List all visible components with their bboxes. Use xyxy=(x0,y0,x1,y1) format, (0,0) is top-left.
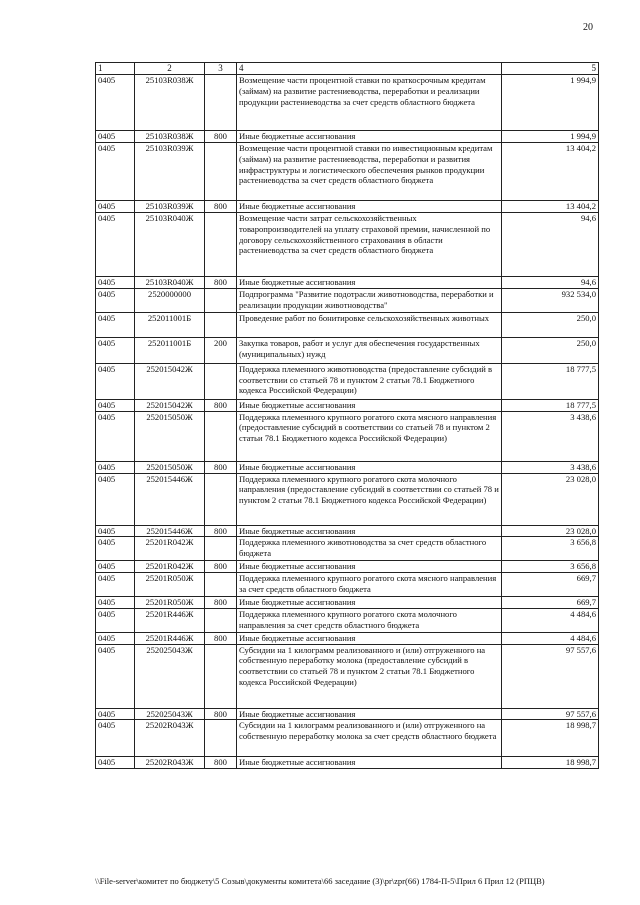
expense-type-cell xyxy=(205,473,237,525)
expense-type-cell xyxy=(205,143,237,201)
expense-type-cell: 800 xyxy=(205,277,237,289)
amount-cell: 97 557,6 xyxy=(502,708,599,720)
page-number: 20 xyxy=(583,22,593,33)
description-cell: Иные бюджетные ассигнования xyxy=(237,757,502,769)
amount-cell: 932 534,0 xyxy=(502,288,599,312)
description-cell: Возмещение части затрат сельскохозяйственных товаропроизводителей на уплату страховой премии, начисленной по договору сельскохозяйственного страхования в области растениеводства за счет средств областного бюджета xyxy=(237,213,502,277)
amount-cell: 669,7 xyxy=(502,573,599,597)
target-article-cell: 25201R446Ж xyxy=(135,632,205,644)
expense-type-cell: 200 xyxy=(205,337,237,363)
expense-type-cell: 800 xyxy=(205,757,237,769)
table-row xyxy=(96,720,599,757)
budget-table-container xyxy=(95,62,597,769)
amount-cell: 23 028,0 xyxy=(502,525,599,537)
target-article-cell: 252015446Ж xyxy=(135,525,205,537)
section-code-cell: 0405 xyxy=(96,720,135,757)
table-row xyxy=(96,525,599,537)
target-article-cell: 25201R050Ж xyxy=(135,573,205,597)
table-row xyxy=(96,131,599,143)
expense-type-cell xyxy=(205,75,237,131)
amount-cell: 1 994,9 xyxy=(502,75,599,131)
expense-type-cell: 800 xyxy=(205,632,237,644)
amount-cell: 94,6 xyxy=(502,213,599,277)
amount-cell: 250,0 xyxy=(502,337,599,363)
expense-type-cell: 800 xyxy=(205,597,237,609)
expense-type-cell xyxy=(205,213,237,277)
amount-cell: 1 994,9 xyxy=(502,131,599,143)
section-code-cell: 0405 xyxy=(96,608,135,632)
description-cell: Иные бюджетные ассигнования xyxy=(237,461,502,473)
section-code-cell: 0405 xyxy=(96,201,135,213)
description-cell: Поддержка племенного крупного рогатого скота молочного направления (предоставление субсидий в соответствии со статьей 78 и пунктом 2 статьи 78.1 Бюджетного кодекса Российской Федерации) xyxy=(237,473,502,525)
section-code-cell: 0405 xyxy=(96,131,135,143)
section-code-cell: 0405 xyxy=(96,399,135,411)
header-col-2: 2 xyxy=(135,63,205,75)
target-article-cell: 252025043Ж xyxy=(135,708,205,720)
target-article-cell: 252015446Ж xyxy=(135,473,205,525)
amount-cell: 3 656,8 xyxy=(502,537,599,561)
description-cell: Субсидии на 1 килограмм реализованного и (или) отгруженного на собственную переработку молока за счет средств областного бюджета xyxy=(237,720,502,757)
table-row xyxy=(96,337,599,363)
table-row xyxy=(96,632,599,644)
table-header-row xyxy=(96,63,599,75)
budget-table xyxy=(95,62,599,769)
amount-cell: 4 484,6 xyxy=(502,608,599,632)
section-code-cell: 0405 xyxy=(96,573,135,597)
amount-cell: 97 557,6 xyxy=(502,644,599,708)
expense-type-cell xyxy=(205,537,237,561)
expense-type-cell xyxy=(205,573,237,597)
section-code-cell: 0405 xyxy=(96,461,135,473)
target-article-cell: 25201R446Ж xyxy=(135,608,205,632)
amount-cell: 4 484,6 xyxy=(502,632,599,644)
description-cell: Проведение работ по бонитировке сельскохозяйственных животных xyxy=(237,312,502,337)
amount-cell: 669,7 xyxy=(502,597,599,609)
target-article-cell: 25103R040Ж xyxy=(135,277,205,289)
target-article-cell: 25201R042Ж xyxy=(135,537,205,561)
description-cell: Иные бюджетные ассигнования xyxy=(237,201,502,213)
table-row xyxy=(96,757,599,769)
description-cell: Субсидии на 1 килограмм реализованного и (или) отгруженного на собственную переработку молока (предоставление субсидий в соответствии со статьей 78 и пунктом 2 статьи 78.1 Бюджетного кодекса Российской Федерации) xyxy=(237,644,502,708)
section-code-cell: 0405 xyxy=(96,411,135,461)
table-row xyxy=(96,288,599,312)
target-article-cell: 25103R039Ж xyxy=(135,143,205,201)
table-row xyxy=(96,201,599,213)
section-code-cell: 0405 xyxy=(96,757,135,769)
target-article-cell: 25103R038Ж xyxy=(135,131,205,143)
header-col-4: 4 xyxy=(237,63,502,75)
table-row xyxy=(96,399,599,411)
description-cell: Поддержка племенного крупного рогатого скота мясного направления за счет средств областного бюджета xyxy=(237,573,502,597)
description-cell: Возмещение части процентной ставки по инвестиционным кредитам (займам) на развитие растениеводства, переработки и развития инфраструктуры и логистического обеспечения рынков продукции растениеводства за счет средств областного бюджета xyxy=(237,143,502,201)
table-row xyxy=(96,473,599,525)
table-row xyxy=(96,537,599,561)
amount-cell: 3 438,6 xyxy=(502,461,599,473)
target-article-cell: 252015042Ж xyxy=(135,363,205,399)
section-code-cell: 0405 xyxy=(96,337,135,363)
amount-cell: 18 998,7 xyxy=(502,720,599,757)
amount-cell: 250,0 xyxy=(502,312,599,337)
target-article-cell: 252015050Ж xyxy=(135,461,205,473)
description-cell: Подпрограмма "Развитие подотрасли животноводства, переработки и реализации продукции животноводства" xyxy=(237,288,502,312)
table-row xyxy=(96,213,599,277)
amount-cell: 3 656,8 xyxy=(502,561,599,573)
target-article-cell: 25201R050Ж xyxy=(135,597,205,609)
section-code-cell: 0405 xyxy=(96,143,135,201)
table-row xyxy=(96,708,599,720)
expense-type-cell xyxy=(205,288,237,312)
description-cell: Иные бюджетные ассигнования xyxy=(237,632,502,644)
expense-type-cell xyxy=(205,411,237,461)
table-row xyxy=(96,312,599,337)
section-code-cell: 0405 xyxy=(96,537,135,561)
section-code-cell: 0405 xyxy=(96,473,135,525)
expense-type-cell xyxy=(205,363,237,399)
description-cell: Возмещение части процентной ставки по краткосрочным кредитам (займам) на развитие растениеводства, переработки и реализации продукции растениеводства за счет средств областного бюджета xyxy=(237,75,502,131)
section-code-cell: 0405 xyxy=(96,597,135,609)
section-code-cell: 0405 xyxy=(96,312,135,337)
header-col-3: 3 xyxy=(205,63,237,75)
table-row xyxy=(96,143,599,201)
table-row xyxy=(96,411,599,461)
expense-type-cell: 800 xyxy=(205,131,237,143)
expense-type-cell: 800 xyxy=(205,561,237,573)
description-cell: Закупка товаров, работ и услуг для обеспечения государственных (муниципальных) нужд xyxy=(237,337,502,363)
table-row xyxy=(96,573,599,597)
expense-type-cell xyxy=(205,720,237,757)
target-article-cell: 2520000000 xyxy=(135,288,205,312)
table-row xyxy=(96,461,599,473)
section-code-cell: 0405 xyxy=(96,277,135,289)
description-cell: Иные бюджетные ассигнования xyxy=(237,131,502,143)
amount-cell: 18 998,7 xyxy=(502,757,599,769)
table-row xyxy=(96,75,599,131)
description-cell: Поддержка племенного животноводства (предоставление субсидий в соответствии со статьей 78 и пунктом 2 статьи 78.1 Бюджетного кодекса Российской Федерации) xyxy=(237,363,502,399)
amount-cell: 18 777,5 xyxy=(502,399,599,411)
table-row xyxy=(96,608,599,632)
target-article-cell: 25103R040Ж xyxy=(135,213,205,277)
expense-type-cell xyxy=(205,608,237,632)
section-code-cell: 0405 xyxy=(96,525,135,537)
target-article-cell: 25201R042Ж xyxy=(135,561,205,573)
section-code-cell: 0405 xyxy=(96,363,135,399)
description-cell: Поддержка племенного крупного рогатого скота молочного направления за счет средств областного бюджета xyxy=(237,608,502,632)
amount-cell: 13 404,2 xyxy=(502,201,599,213)
description-cell: Поддержка племенного животноводства за счет средств областного бюджета xyxy=(237,537,502,561)
table-row xyxy=(96,277,599,289)
description-cell: Иные бюджетные ассигнования xyxy=(237,399,502,411)
section-code-cell: 0405 xyxy=(96,213,135,277)
description-cell: Иные бюджетные ассигнования xyxy=(237,525,502,537)
description-cell: Иные бюджетные ассигнования xyxy=(237,597,502,609)
target-article-cell: 252015042Ж xyxy=(135,399,205,411)
expense-type-cell: 800 xyxy=(205,399,237,411)
target-article-cell: 252015050Ж xyxy=(135,411,205,461)
table-row xyxy=(96,644,599,708)
amount-cell: 23 028,0 xyxy=(502,473,599,525)
expense-type-cell: 800 xyxy=(205,461,237,473)
table-row xyxy=(96,363,599,399)
target-article-cell: 252011001Б xyxy=(135,312,205,337)
amount-cell: 18 777,5 xyxy=(502,363,599,399)
section-code-cell: 0405 xyxy=(96,288,135,312)
target-article-cell: 25103R038Ж xyxy=(135,75,205,131)
target-article-cell: 252011001Б xyxy=(135,337,205,363)
expense-type-cell xyxy=(205,312,237,337)
table-row xyxy=(96,597,599,609)
section-code-cell: 0405 xyxy=(96,561,135,573)
section-code-cell: 0405 xyxy=(96,632,135,644)
section-code-cell: 0405 xyxy=(96,708,135,720)
header-col-1: 1 xyxy=(96,63,135,75)
table-row xyxy=(96,561,599,573)
description-cell: Иные бюджетные ассигнования xyxy=(237,277,502,289)
expense-type-cell: 800 xyxy=(205,525,237,537)
header-col-5: 5 xyxy=(502,63,599,75)
table-body xyxy=(96,75,599,769)
target-article-cell: 252025043Ж xyxy=(135,644,205,708)
amount-cell: 13 404,2 xyxy=(502,143,599,201)
amount-cell: 3 438,6 xyxy=(502,411,599,461)
amount-cell: 94,6 xyxy=(502,277,599,289)
target-article-cell: 25103R039Ж xyxy=(135,201,205,213)
expense-type-cell: 800 xyxy=(205,708,237,720)
expense-type-cell: 800 xyxy=(205,201,237,213)
section-code-cell: 0405 xyxy=(96,75,135,131)
expense-type-cell xyxy=(205,644,237,708)
target-article-cell: 25202R043Ж xyxy=(135,757,205,769)
description-cell: Поддержка племенного крупного рогатого скота мясного направления (предоставление субсидий в соответствии со статьей 78 и пунктом 2 статьи 78.1 Бюджетного кодекса Российской Федерации) xyxy=(237,411,502,461)
description-cell: Иные бюджетные ассигнования xyxy=(237,561,502,573)
file-path-footer: \\File-server\комитет по бюджету\5 Созыв\документы комитета\66 заседание (3)\pr\zpr(66) 1784-П-5\Прил 6 Прил 12 (РПЦВ) xyxy=(95,876,545,886)
description-cell: Иные бюджетные ассигнования xyxy=(237,708,502,720)
section-code-cell: 0405 xyxy=(96,644,135,708)
target-article-cell: 25202R043Ж xyxy=(135,720,205,757)
